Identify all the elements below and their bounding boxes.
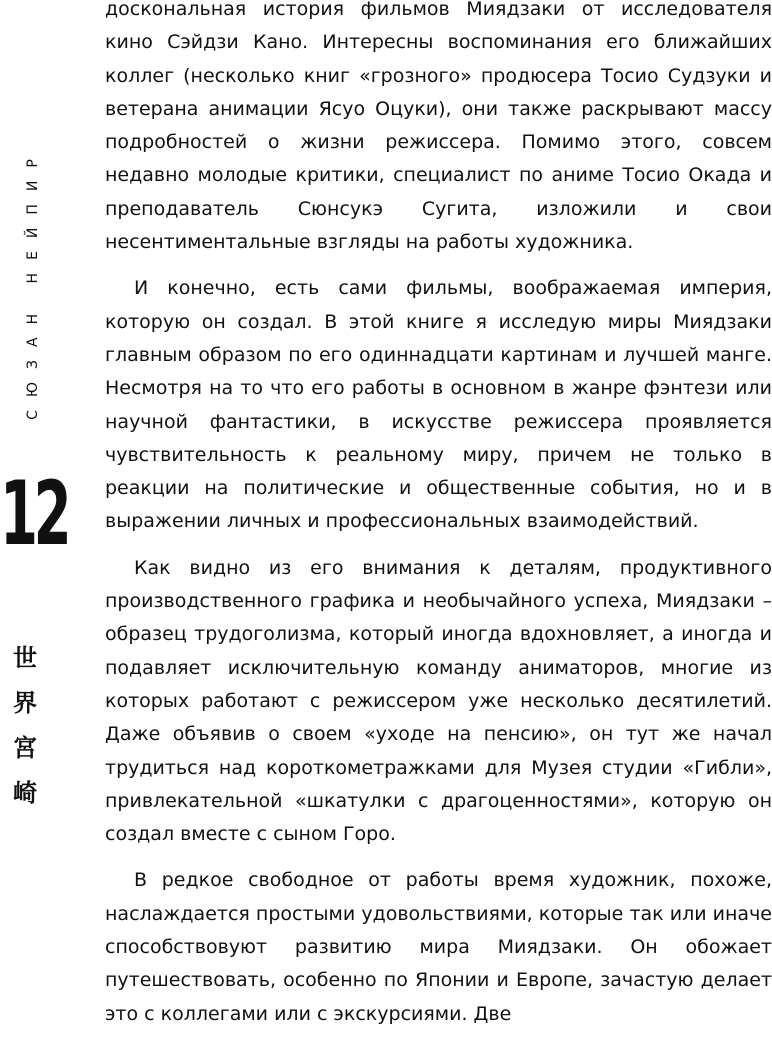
body-text: [105, 0, 772, 1044]
kanji-char: 崎: [13, 779, 37, 807]
kanji-char: 界: [13, 689, 37, 717]
page-number: 12: [0, 462, 68, 565]
kanji-char: 宮: [13, 734, 37, 762]
kanji-char: 世: [13, 644, 37, 672]
paragraph: доскональная история фильмов Миядзаки от исследователя кино Сэйдзи Кано. Интересны воспоминания его ближайших коллег (несколько книг «грозного» продюсера Тосио Судзуки и ветерана анимации Ясуо Оцуки), они также раскрывают массу подробностей о жизни режиссера. Помимо этого, совсем недавно молодые критики, специалист по аниме Тосио Окада и преподаватель Сюнсукэ Сугита, изложили и свои несентиментальные взгляды на работы художника.: [105, 0, 772, 254]
page-margin: [0, 0, 72, 1057]
paragraph: В редкое свободное от работы время художник, похоже, наслаждается простыми удовольствиями, которые так или иначе способствовуют развитию мира Миядзаки. Он обожает путешествовать, особенно по Японии и Европе, зачастую делает это с коллегами или с экскурсиями. Две: [105, 869, 772, 1025]
book-title-kanji: [10, 636, 40, 816]
author-name: СЮЗАН НЕЙПИР: [25, 146, 41, 420]
running-header-author: [23, 148, 43, 418]
paragraph: И конечно, есть сами фильмы, воображаемая империя, которую он создал. В этой книге я исследую миры Миядзаки главным образом по его одиннадцати картинам и лучшей манге. Несмотря на то что его работы в основном в жанре фэнтези или научной фантастики, в искусстве режиссера проявляется чувствительность к реальному миру, причем не только в реакции на политические и общественные события, но и в выражении личных и профессиональных взаимодействий.: [105, 277, 772, 533]
paragraph: Как видно из его внимания к деталям, продуктивного производственного графика и необычайного успеха, Миядзаки – образец трудоголизма, который иногда вдохновляет, а иногда и подавляет исключительную команду аниматоров, многие из которых работают с режиссером уже несколько десятилетий. Даже объявив о своем «уходе на пенсию», он тут же начал трудиться над короткометражками для Музея студии «Гибли», привлекательной «шкатулки с драгоценностями», которую он создал вместе с сыном Горо.: [105, 556, 772, 846]
